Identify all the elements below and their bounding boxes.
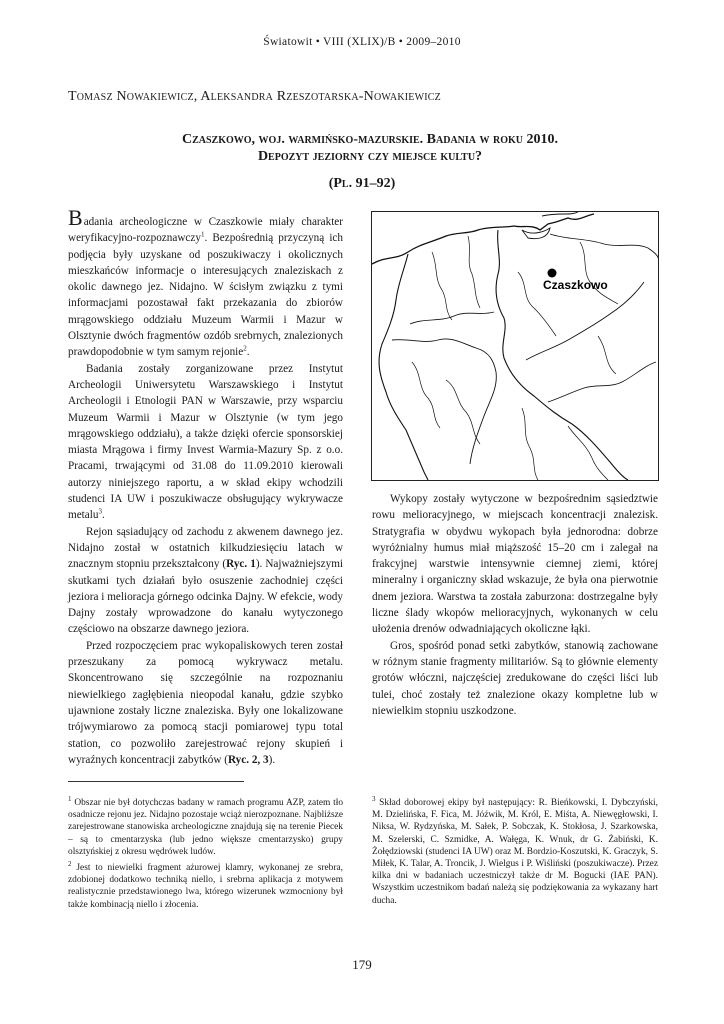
footnote-text: Obszar nie był dotychczas badany w ramach programu AZP, zatem tło osadnicze rejonu jez. Nidajno pozostaje wciąż nierozpoznane. Najbliższe zarejestrowane stanowiska archeologiczne znajdują się na terenie Piecek – są to cmentarzyska (lub jedno większe cmentarzysko) grupy olsztyńskiej z okresu wędrówek ludów. bbox=[68, 798, 344, 857]
body-column-right bbox=[372, 491, 658, 719]
footnote-ref[interactable]: 1 bbox=[200, 230, 205, 239]
location-map bbox=[371, 211, 659, 481]
footnote-ref[interactable]: 2 bbox=[243, 344, 247, 353]
paragraph-text: ). Najważniejszymi skutkami tych działań było osuszenie zachodniej części jeziora i melioracja górnego odcinka Dajny. W efekcie, wody Dajny zostały wprowadzone do kanału wytyczonego częściowo na obszarze dawnego jeziora. bbox=[68, 558, 344, 636]
footnote-3 bbox=[372, 794, 658, 907]
article-title bbox=[110, 131, 630, 165]
river-pregola bbox=[550, 234, 658, 258]
river-bug bbox=[548, 362, 656, 402]
title-line-1: Czaszkowo, woj. warmińsko-mazurskie. Badania w roku 2010. bbox=[181, 132, 559, 147]
map-svg bbox=[372, 212, 658, 480]
footnotes-right bbox=[372, 794, 658, 911]
paragraph bbox=[68, 638, 343, 768]
footnote-2 bbox=[68, 859, 343, 911]
paragraph: Badania zostały zorganizowane przez Instytut Archeologii Uniwersytetu Warszawskiego i Instytut Archeologii i Etnologii PAN w Warszawie, przy wsparciu Muzeum Warmii i Mazur w Olsztynie (w tym jego mrągowskiego oddziału), a także dzięki ofercie sponsorskiej miasta Mrągowa i firmy Invest Warmia-Mazury Sp. z o.o. Pracami, trwającymi od 31.08 do 11.09.2010 kierowali autorzy niniejszego raportu, a w skład ekipy wchodzili studenci IA UW i poszukiwacze obsługujący wykrywacze metalu$^3$. bbox=[68, 362, 343, 522]
footnote-rule bbox=[68, 781, 244, 782]
footnotes-left bbox=[68, 794, 344, 915]
river-minor bbox=[468, 236, 480, 308]
site-marker bbox=[548, 269, 557, 278]
river-warta bbox=[392, 339, 496, 464]
paragraph-text: . Bezpośrednią przyczyną ich podjęcia były uzyskane od poszukiwaczy i okolicznych mieszkańców informacje o interesujących znaleziskach z okolic dawnego jez. Nidajno. W ścisłym związku z tymi informacjami pozostawał fakt przekazania do zbiorów mrągowskiego oddziału Muzeum Warmii i Mazur w Olsztynie dwóch fragmentów ozdób srebrnych, znalezionych prawdopodobnie w tym samym rejonie bbox=[68, 232, 343, 359]
paragraph-text: Przed rozpoczęciem prac wykopaliskowych teren został przeszukany za pomocą wykrywacz metalu. Skoncentrowano się szczególnie na rozpoznaniu niewielkiego zagłębienia nieopodal kanału, gdzie szybko ujawnione zostały liczne znaleziska. Były one lokalizowane trójwymiarowo za pomocą stacji pomiarowej typu total station, co pozwoliło zarejestrować rejony skupień i wyraźnych koncentracji zabytków ( bbox=[68, 639, 343, 766]
river-minor bbox=[522, 408, 538, 480]
footnote-ref[interactable]: 3 bbox=[98, 507, 102, 516]
river-minor bbox=[446, 380, 480, 444]
river-minor bbox=[412, 362, 440, 428]
footnote-text: Jest to niewielki fragment ażurowej klamry, wykonanej ze srebra, zdobionej dodatkowo techniką niello, i srebrna aplikacja z motywem realistycznie przedstawionego lwa, którego wizerunek wzmocniony był także kombinacją niello i złocenia. bbox=[68, 863, 343, 910]
paragraph-text: Rejon sąsiadujący od zachodu z akwenem dawnego jez. Nidajno został w ostatnich kilkudziesięciu latach w znacznym stopniu przekształcony ( bbox=[68, 525, 343, 571]
river-minor bbox=[432, 252, 452, 320]
river-oder bbox=[379, 254, 428, 480]
river-narew bbox=[526, 282, 644, 360]
paragraph: Wykopy zostały wytyczone w bezpośrednim sąsiedztwie rowu melioracyjnego, w miejscach koncentracji znalezisk. Stratygrafia w obydwu wykopach była jednorodna: dobrze wyróżnialny humus miał miąższość 15–20 cm i zalegał na frakcyjnej warstwie intensywnie ciemnej ziemi, której mineralny i organiczny skład wskazuje, że była ona pierwotnie dnem jeziora. Warstwa ta została zaburzona: dostrzegalne były liczne ślady wkopów melioracyjnych, wykonanych w celu ułożenia drenów odwadniających okoliczne łąki. bbox=[372, 493, 658, 636]
paragraph-text: adania archeologiczne w Czaszkowie miały charakter weryfikacyjno-rozpoznawczy bbox=[68, 216, 343, 245]
running-header: Światowit • VIII (XLIX)/B • 2009–2010 bbox=[263, 36, 461, 48]
coastline bbox=[372, 214, 594, 264]
paragraph-text: ). bbox=[268, 753, 276, 766]
footnote-number: 1 bbox=[68, 794, 72, 803]
river-vistula bbox=[496, 230, 628, 480]
paragraph: Gros, spośród ponad setki zabytków, stanowią zachowane w różnym stanie fragmenty militariów. Są to głównie elementy grotów włóczni, najczęściej zredukowane do części liści lub tulei, choć zostały też znalezione okazy kompletne lub w niewielkim stopniu uszkodzone. bbox=[372, 639, 658, 717]
footnote-1 bbox=[68, 794, 344, 858]
site-label: Czaszkowo bbox=[543, 278, 608, 292]
body-column-left bbox=[68, 205, 344, 768]
drop-cap: B bbox=[68, 205, 83, 230]
page-number: 179 bbox=[352, 957, 372, 972]
lagoon bbox=[522, 228, 550, 239]
river-notec bbox=[410, 312, 494, 324]
river-minor bbox=[598, 336, 616, 374]
article-authors: Tomasz Nowakiewicz, Aleksandra Rzeszotarska-Nowakiewicz bbox=[68, 89, 441, 104]
paragraph-text: Badania zostały zorganizowane przez Instytut Archeologii Uniwersytetu Warszawskiego i Instytut Archeologii i Etnologii PAN w Warszawie, przy wsparciu Muzeum Warmii i Mazur w Olsztynie (w tym jego mrągowskiego oddziału), a także dzięki ofercie sponsorskiej miasta Mrągowa i firmy Invest Warmia-Mazury Sp. z o.o. Pracami, trwającymi od 31.08 do 11.09.2010 kierowali autorzy niniejszego raportu, a w skład ekipy wchodzili studenci IA UW i poszukiwacze obsługujący wykrywacze metalu bbox=[68, 362, 343, 522]
footnote-text: Skład doborowej ekipy był następujący: R. Bieńkowski, I. Dybczyński, M. Dzielińska, F. Fica, M. Jóźwik, M. Król, E. Miśta, A. Niewęgłowski, I. Niksa, W. Rydzyńska, M. Sałek, P. Sobczak, K. Stokłosa, J. Szarkowska, M. Szelerski, C. Szmidke, A. Wałęga, K. Wnuk, dr G. Żabiński, K. Żołędziowski (studenci IA UW) oraz M. Bordzio-Koszutski, K. Graczyk, S. Miłek, K. Talar, A. Troncik, J. Wielgus i P. Wiśliński (poszukiwacze). Przez kilka dni w badaniach uczestniczył także dr M. Bogucki (IAE PAN). Wszystkim uczestnikom badań należą się podziękowania za wykazany hart ducha. bbox=[372, 798, 658, 906]
plates-reference: (Pl. 91–92) bbox=[328, 176, 396, 191]
paragraph: Badania archeologiczne w Czaszkowie miały charakter weryfikacyjno-rozpoznawczy$^1$. Bezpośrednią przyczyną ich podjęcia były uzyskane od poszukiwaczy i okolicznych mieszkańców informacje o interesujących znaleziskach z okolic dawnego jez. Nidajno. W ścisłym związku z tymi informacjami pozostawał fakt przekazania do zbiorów mrągowskiego oddziału Muzeum Warmii i Mazur w Olsztynie dwóch fragmentów ozdób srebrnych, znalezionych prawdopodobnie w tym samym rejonie$^2$. bbox=[68, 205, 343, 359]
title-line-2: Depozyt jeziorny czy miejsce kultu? bbox=[257, 149, 483, 164]
figure-ref[interactable]: Ryc. 1 bbox=[226, 558, 256, 571]
paragraph bbox=[68, 524, 343, 638]
footnote-number: 2 bbox=[68, 859, 72, 868]
river-minor bbox=[580, 242, 618, 304]
coast-spit bbox=[542, 212, 578, 216]
figure-ref[interactable]: Ryc. 2, 3 bbox=[227, 753, 269, 766]
footnote-number: 3 bbox=[372, 794, 376, 803]
